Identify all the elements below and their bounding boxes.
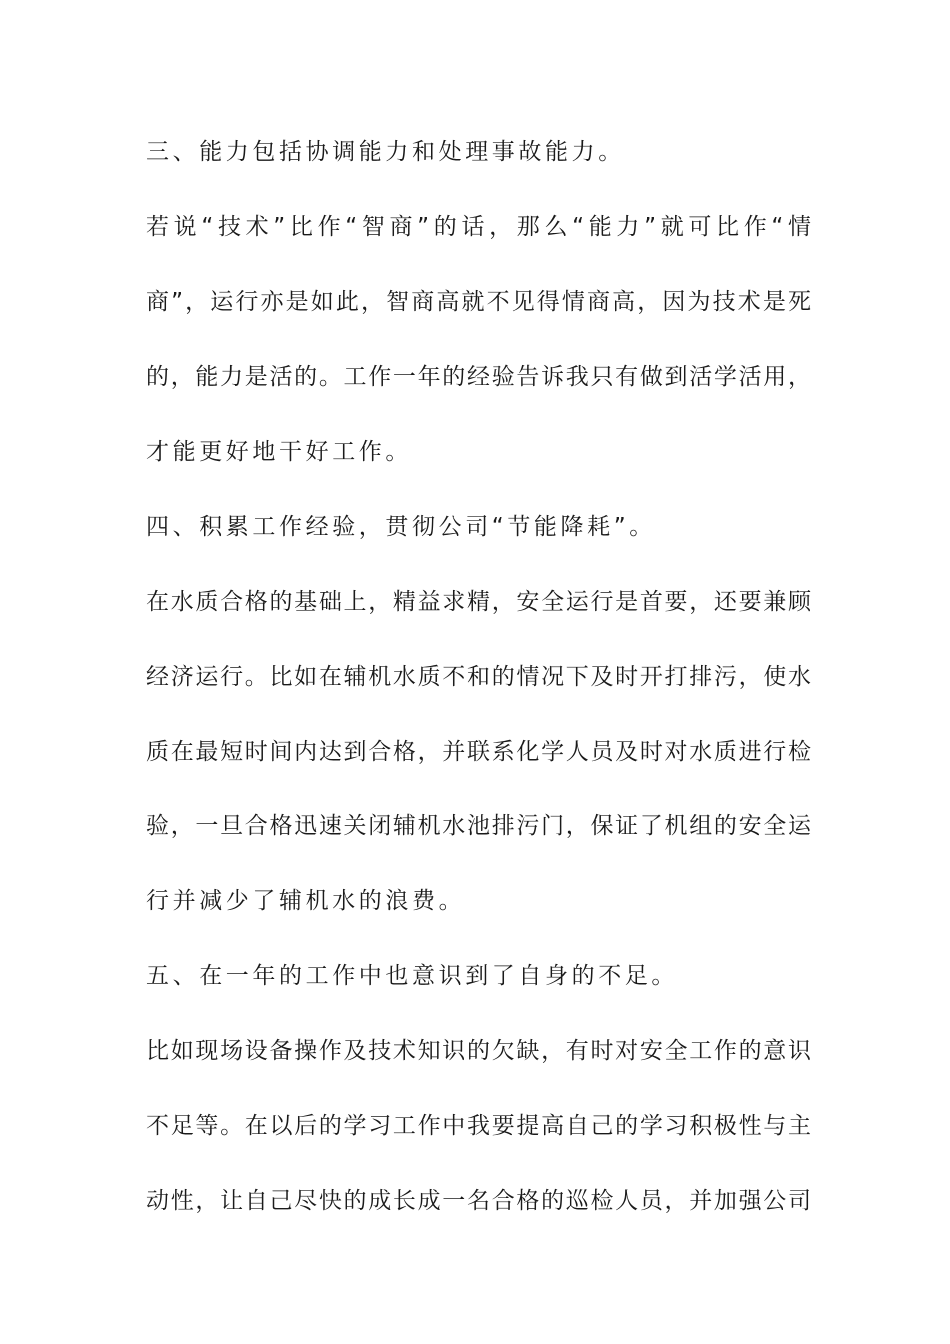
- heading-3: 三、能力包括协调能力和处理事故能力。: [146, 139, 625, 165]
- paragraph-line: 经济运行。比如在辅机水质不和的情况下及时开打排污，使水: [146, 664, 811, 690]
- paragraph-line: 的，能力是活的。工作一年的经验告诉我只有做到活学活用，: [146, 364, 811, 390]
- heading-5: 五、在一年的工作中也意识到了自身的不足。: [146, 963, 678, 989]
- paragraph-line: 商”，运行亦是如此，智商高就不见得情商高，因为技术是死: [146, 289, 811, 315]
- heading-4: 四、积累工作经验，贯彻公司“节能降耗”。: [146, 514, 656, 540]
- paragraph-line: 才能更好地干好工作。: [146, 439, 412, 465]
- paragraph-line: 在水质合格的基础上，精益求精，安全运行是首要，还要兼顾: [146, 589, 811, 615]
- paragraph-line: 不足等。在以后的学习工作中我要提高自己的学习积极性与主: [146, 1113, 811, 1139]
- paragraph-line: 比如现场设备操作及技术知识的欠缺，有时对安全工作的意识: [146, 1038, 811, 1064]
- paragraph-line: 动性，让自己尽快的成长成一名合格的巡检人员，并加强公司: [146, 1188, 811, 1214]
- paragraph-line: 质在最短时间内达到合格，并联系化学人员及时对水质进行检: [146, 739, 811, 765]
- paragraph-line: 若说“技术”比作“智商”的话，那么“能力”就可比作“情: [146, 214, 811, 240]
- paragraph-line: 行并减少了辅机水的浪费。: [146, 888, 466, 914]
- paragraph-line: 验，一旦合格迅速关闭辅机水池排污门，保证了机组的安全运: [146, 813, 811, 839]
